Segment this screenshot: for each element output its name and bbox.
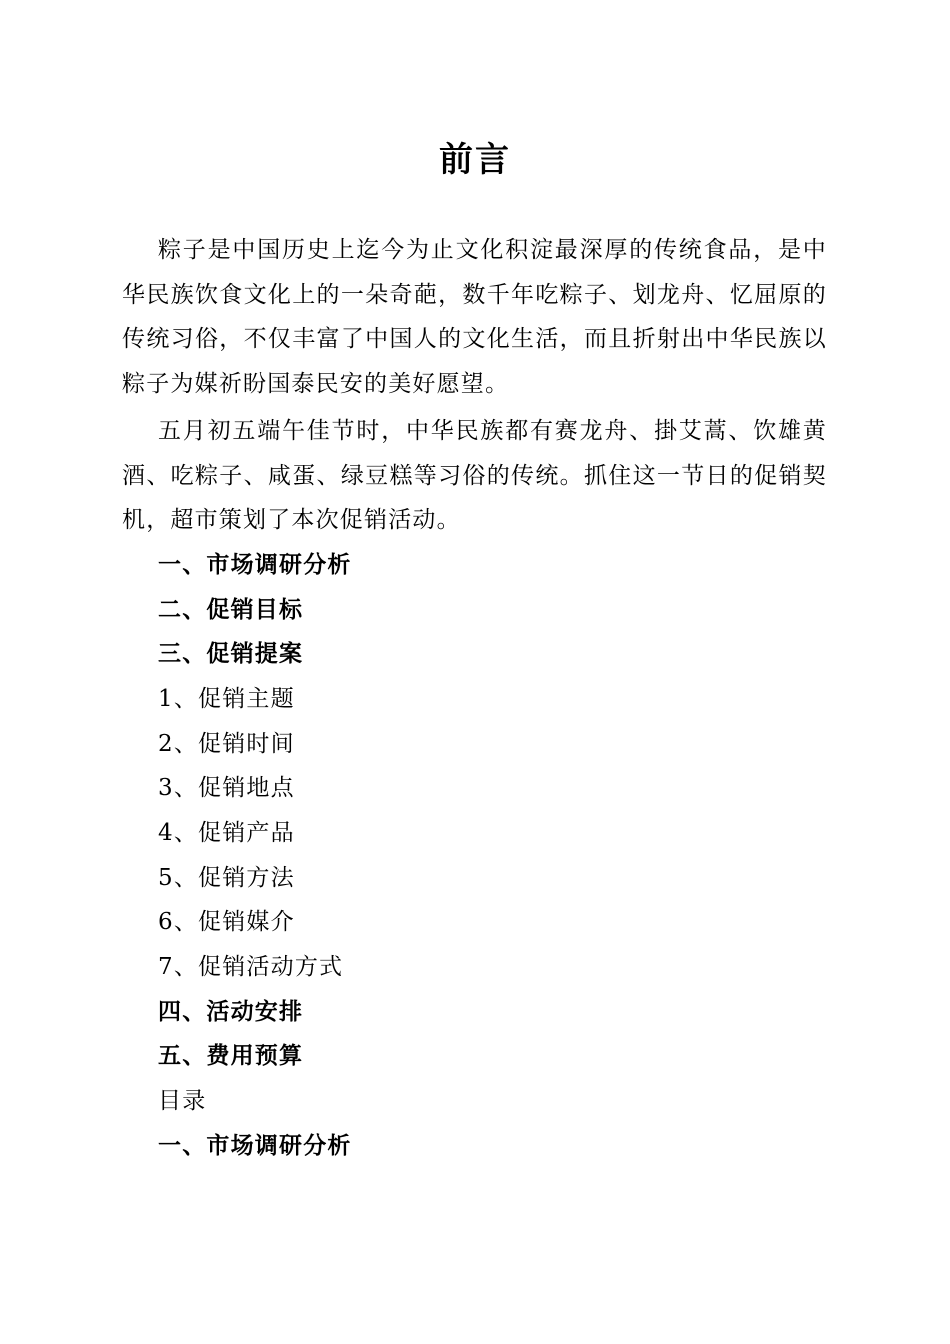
outline-item: 1、促销主题 <box>158 686 295 712</box>
outline-heading-budget: 五、费用预算 <box>158 1043 304 1069</box>
toc-label: 目录 <box>158 1088 207 1114</box>
outline-heading-promotion-goals: 二、促销目标 <box>158 597 304 623</box>
outline-item: 4、促销产品 <box>158 820 295 846</box>
outline-item: 5、促销方法 <box>158 865 295 891</box>
outline-heading-promotion-proposal: 三、促销提案 <box>158 641 304 667</box>
intro-paragraph-2: 五月初五端午佳节时，中华民族都有赛龙舟、掛艾蒿、饮雄黄酒、吃粽子、咸蛋、绿豆糕等习俗的传统。抓住这一节日的促销契机，超市策划了本次促销活动。 <box>122 418 827 534</box>
outline-item: 7、促销活动方式 <box>158 954 344 980</box>
section-heading-market-research: 一、市场调研分析 <box>158 1133 352 1159</box>
outline-item: 2、促销时间 <box>158 731 295 757</box>
outline-heading-market-research: 一、市场调研分析 <box>158 552 352 578</box>
outline-heading-activity-schedule: 四、活动安排 <box>158 999 304 1025</box>
page-title: 前言 <box>439 140 511 180</box>
intro-paragraph-1: 粽子是中国历史上迄今为止文化积淀最深厚的传统食品，是中华民族饮食文化上的一朵奇葩，数千年吃粽子、划龙舟、忆屈原的传统习俗，不仅丰富了中国人的文化生活，而且折射出中华民族以粽子为媒祈盼国泰民安的美好愿望。 <box>122 237 827 397</box>
outline-item: 3、促销地点 <box>158 775 295 801</box>
outline-item: 6、促销媒介 <box>158 909 295 935</box>
